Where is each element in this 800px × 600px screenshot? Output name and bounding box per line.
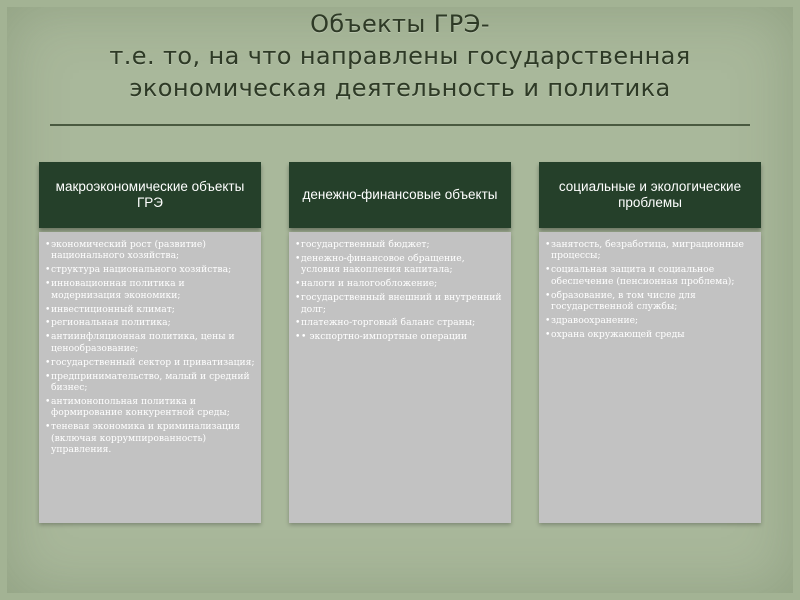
title-line-3: экономическая деятельность и политика [129, 74, 671, 102]
list-item: • предпринимательство, малый и средний бизнес; [45, 371, 255, 394]
list-item: • структура национального хозяйства; [45, 264, 255, 275]
column-header-macro: макроэкономические объекты ГРЭ [39, 162, 261, 228]
list-item: • денежно-финансовое обращение, условия накопления капитала; [295, 253, 505, 276]
list-item: • государственный бюджет; [295, 239, 505, 250]
list-item: • экономический рост (развитие) национального хозяйства; [45, 239, 255, 262]
list-item: • инвестиционный климат; [45, 304, 255, 315]
list-item: • образование, в том числе для государственной службы; [545, 290, 755, 313]
list-item: • • экспортно-импортные операции [295, 331, 505, 342]
list-item: • налоги и налогообложение; [295, 278, 505, 289]
list-item: • государственный сектор и приватизация; [45, 357, 255, 368]
list-item: • социальная защита и социальное обеспечение (пенсионная проблема); [545, 264, 755, 287]
column-header-finance: денежно-финансовые объекты [289, 162, 511, 228]
list-item: • инновационная политика и модернизация экономики; [45, 278, 255, 301]
title-line-1: Объекты ГРЭ- [310, 10, 490, 38]
list-item: • государственный внешний и внутренний долг; [295, 292, 505, 315]
column-header-social: социальные и экологические проблемы [539, 162, 761, 228]
title-divider [50, 124, 750, 126]
list-item: • региональная политика; [45, 317, 255, 328]
list-item: • охрана окружающей среды [545, 329, 755, 340]
column-body-social [539, 232, 761, 523]
list-item: • теневая экономика и криминализация (включая коррумпированность) управления. [45, 421, 255, 455]
list-item: • антимонопольная политика и формирование конкурентной среды; [45, 396, 255, 419]
list-item: • здравоохранение; [545, 315, 755, 326]
list-item: • антиинфляционная политика, цены и ценообразование; [45, 331, 255, 354]
slide-title [0, 8, 800, 104]
list-item: • занятость, безработица, миграционные процессы; [545, 239, 755, 262]
column-body-finance [289, 232, 511, 523]
title-line-2: т.е. то, на что направлены государственная [109, 42, 691, 70]
column-body-macro [39, 232, 261, 523]
list-item: • платежно-торговый баланс страны; [295, 317, 505, 328]
